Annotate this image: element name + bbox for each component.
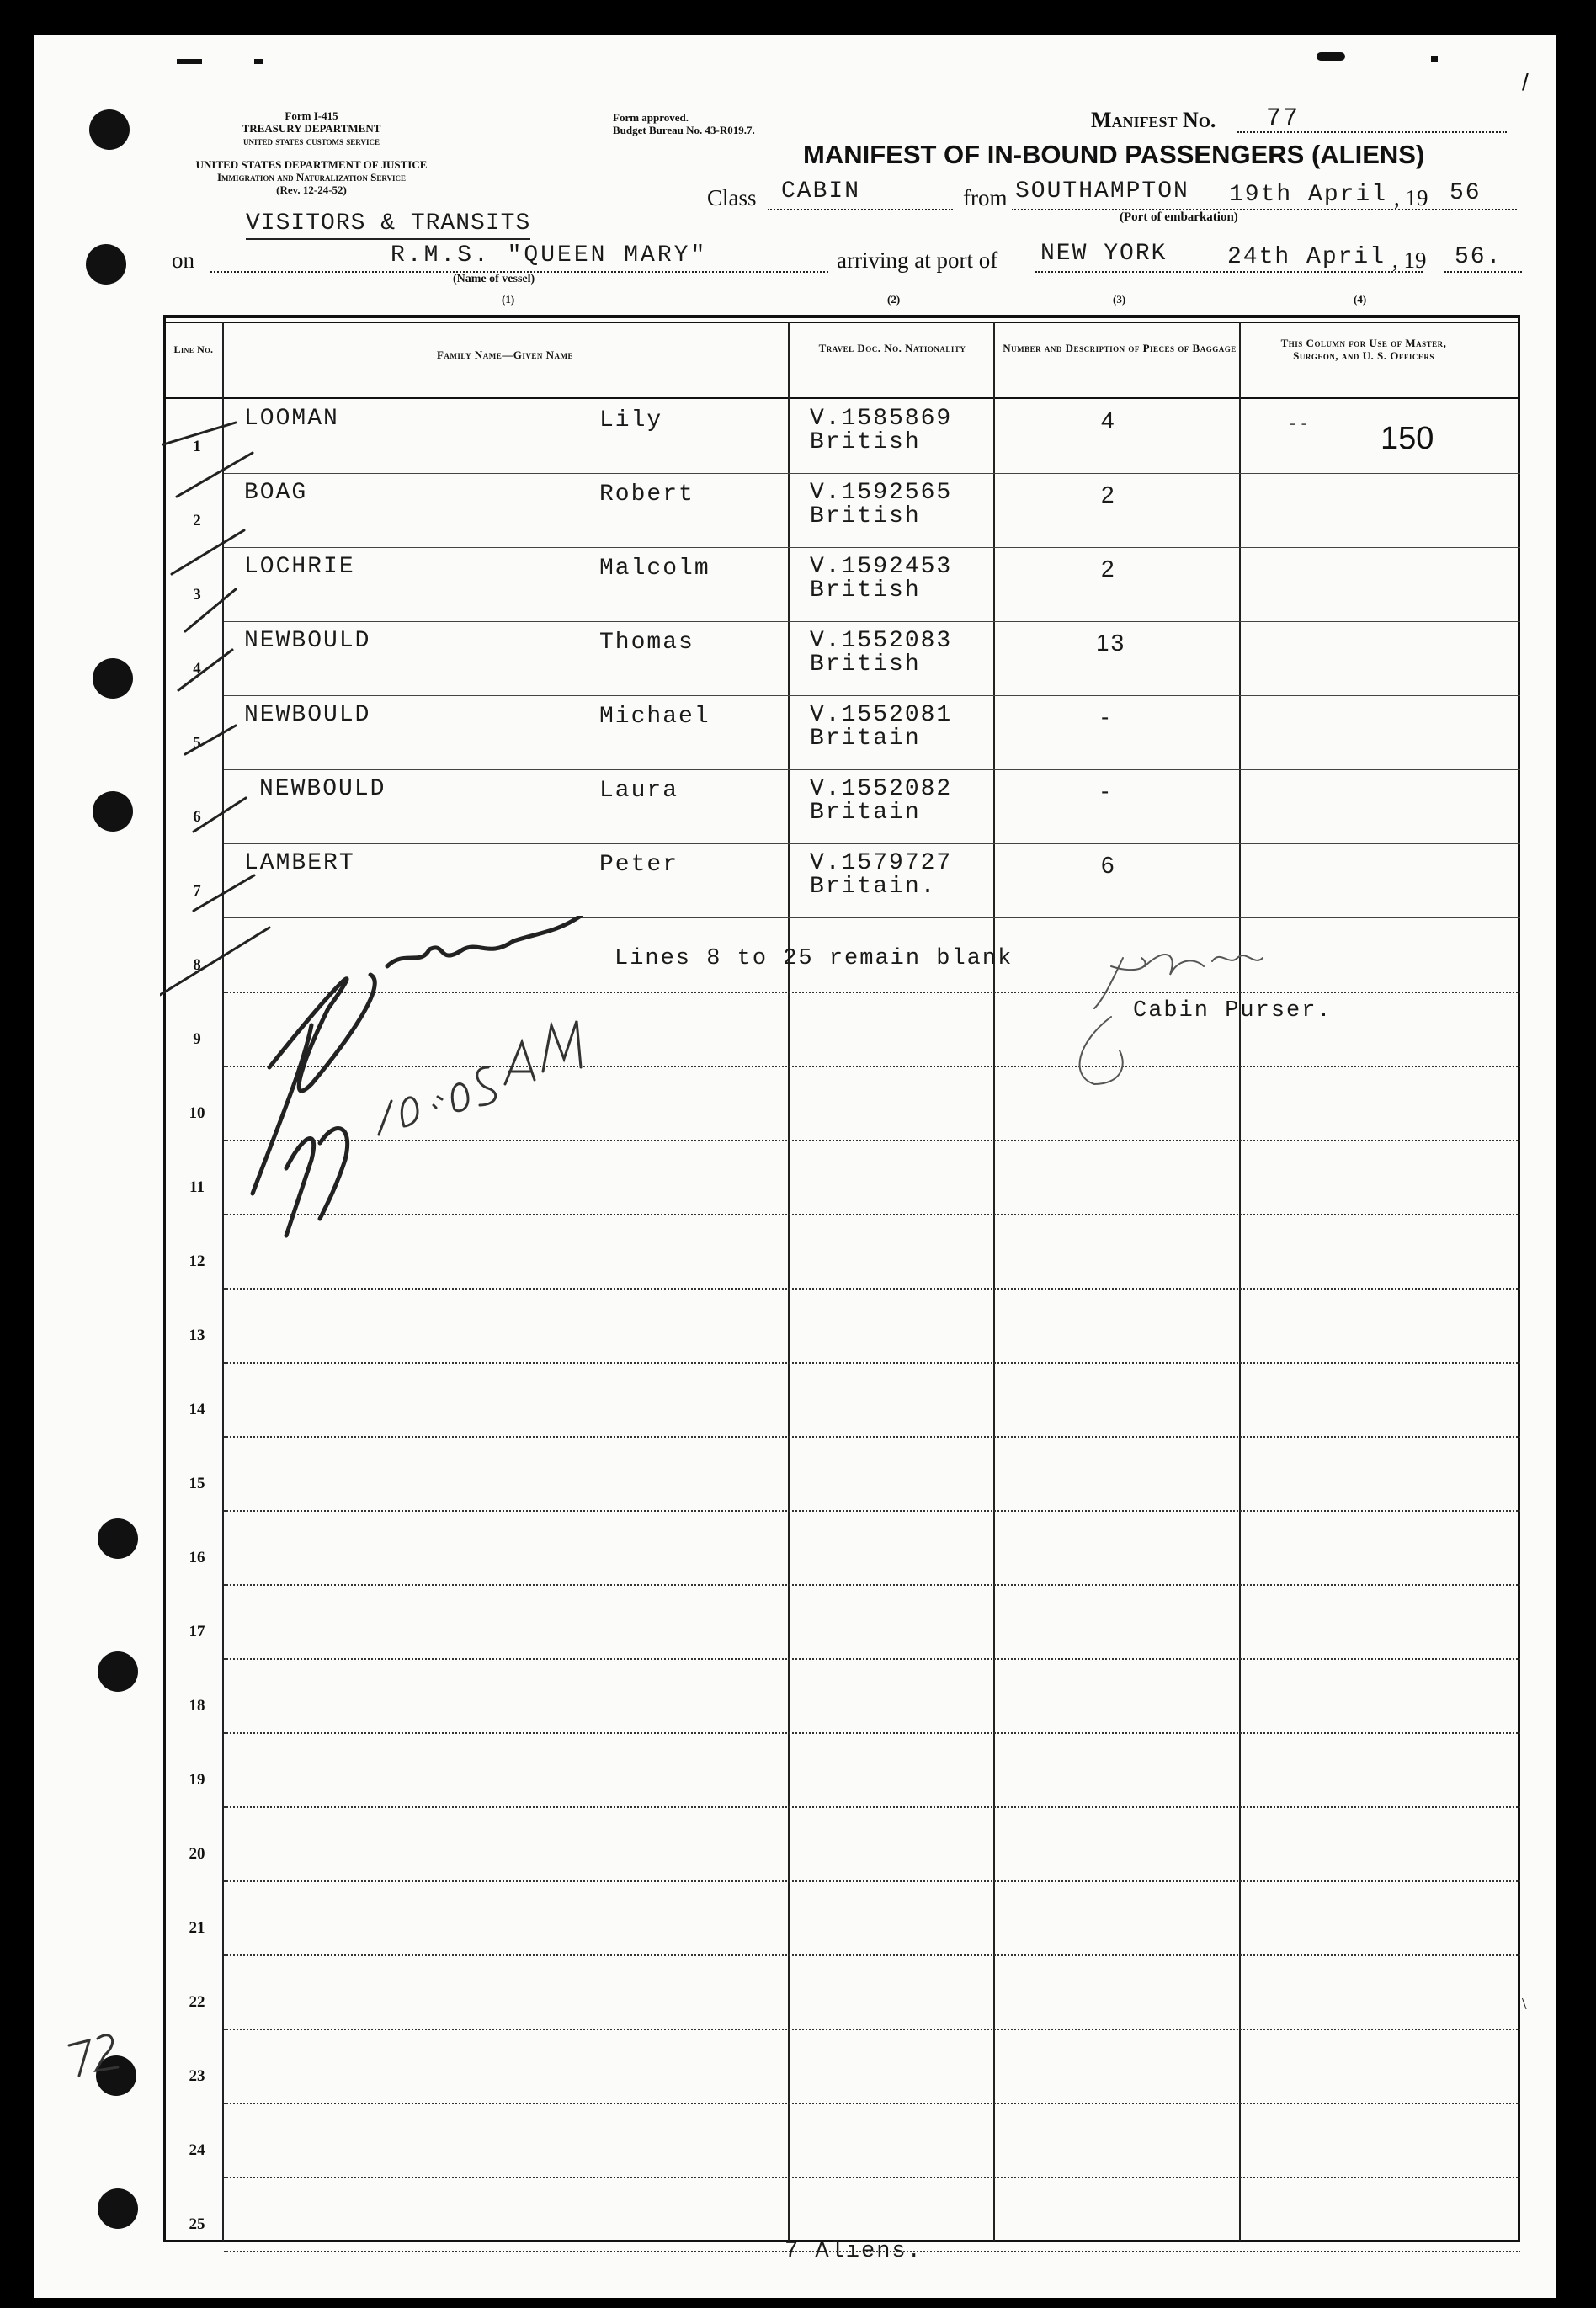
line-number: 10 <box>189 1104 205 1122</box>
binder-hole <box>98 1518 138 1559</box>
travel-doc-number: V.1592453 <box>810 554 953 580</box>
line-number: 9 <box>193 1030 201 1048</box>
line-number: 17 <box>189 1623 205 1641</box>
travel-doc-number: V.1552081 <box>810 702 953 728</box>
line-number: 3 <box>193 586 201 604</box>
line-number: 8 <box>193 956 201 974</box>
baggage-count: - <box>1101 704 1111 730</box>
family-name: NEWBOULD <box>244 628 371 654</box>
baggage-count: 2 <box>1101 481 1116 508</box>
officer-note: 150 <box>1381 421 1434 456</box>
manifest-page <box>34 35 1556 2298</box>
baggage-count: 2 <box>1101 556 1116 582</box>
row-separator <box>224 2103 1520 2104</box>
row-separator <box>224 695 1520 696</box>
baggage-count: 4 <box>1101 407 1116 433</box>
class-line <box>768 209 953 210</box>
manifest-number: 77 <box>1266 104 1301 133</box>
travel-doc-number: V.1585869 <box>810 406 953 432</box>
baggage-count: 13 <box>1096 630 1126 656</box>
binder-hole <box>86 244 126 285</box>
margin-note <box>64 2020 131 2087</box>
given-name: Thomas <box>599 630 694 656</box>
row-separator <box>224 621 1520 622</box>
row-separator <box>224 1806 1520 1808</box>
row-separator <box>224 1732 1520 1734</box>
row-separator <box>224 1658 1520 1660</box>
line-number: 11 <box>189 1178 205 1196</box>
line-number: 5 <box>193 734 201 752</box>
depart-year: 56 <box>1450 180 1482 206</box>
vessel-name: R.M.S. "QUEEN MARY" <box>391 242 708 269</box>
rev-date: (Rev. 12-24-52) <box>276 183 347 196</box>
col-divider-doc <box>788 322 790 2241</box>
row-separator <box>224 1954 1520 1956</box>
row-separator <box>224 843 1520 844</box>
line-number: 22 <box>189 1993 205 2011</box>
line-number: 25 <box>189 2215 205 2233</box>
family-name: LOCHRIE <box>244 554 355 580</box>
nationality: Britain. <box>810 874 937 900</box>
family-name: LAMBERT <box>244 850 355 876</box>
arrival-line <box>1035 271 1423 273</box>
corner-mark: / <box>1522 69 1529 95</box>
top-mark <box>177 59 202 64</box>
row-separator <box>224 1880 1520 1882</box>
top-mark <box>1431 56 1438 62</box>
col-num-3: (3) <box>1113 293 1126 306</box>
line-number: 4 <box>193 660 201 678</box>
binder-hole <box>93 791 133 832</box>
doj: UNITED STATES DEPARTMENT OF JUSTICE <box>195 158 428 171</box>
on-label: on <box>172 247 194 273</box>
row-separator <box>224 1584 1520 1586</box>
form-number: Form I-415 <box>285 109 338 122</box>
family-name: BOAG <box>244 480 308 506</box>
line-number: 20 <box>189 1845 205 1863</box>
line-number: 19 <box>189 1771 205 1789</box>
nationality: British <box>810 503 921 529</box>
line-number: 12 <box>189 1252 205 1270</box>
binder-hole <box>98 1651 138 1692</box>
aliens-count: 7 Aliens. <box>785 2239 923 2264</box>
col-num-1: (1) <box>502 293 515 306</box>
inspector-signature <box>236 916 758 1252</box>
year-prefix-2: , 19 <box>1392 247 1427 273</box>
year-prefix-1: , 19 <box>1394 185 1428 210</box>
top-mark <box>1317 52 1345 61</box>
given-name: Malcolm <box>599 556 710 582</box>
nationality: British <box>810 577 921 604</box>
travel-doc-number: V.1552083 <box>810 628 953 654</box>
right-margin-mark: \ <box>1522 1995 1527 2013</box>
header-baggage: Number and Description of Pieces of Baggage <box>1003 342 1237 354</box>
row-separator <box>224 1288 1520 1290</box>
line-number: 1 <box>193 438 201 455</box>
travel-doc-number: V.1579727 <box>810 850 953 876</box>
row-separator <box>224 1362 1520 1364</box>
header-top-double <box>163 322 1520 323</box>
treasury-dept: TREASURY DEPARTMENT <box>242 122 381 135</box>
family-name: NEWBOULD <box>244 702 371 728</box>
given-name: Lily <box>599 407 663 433</box>
line-number: 14 <box>189 1401 205 1418</box>
baggage-count: 6 <box>1101 852 1116 878</box>
binder-hole <box>98 2188 138 2229</box>
line-number: 21 <box>189 1919 205 1937</box>
col-divider-baggage <box>993 322 995 2241</box>
given-name: Laura <box>599 778 679 804</box>
header-name: Family Name—Given Name <box>436 348 573 361</box>
row-separator <box>224 473 1520 474</box>
table-frame <box>163 315 1520 2242</box>
top-mark <box>254 59 263 64</box>
embarkation-caption: (Port of embarkation) <box>1120 210 1238 224</box>
line-number: 24 <box>189 2141 205 2159</box>
arrival-port: NEW YORK <box>1040 241 1168 267</box>
blank-lines-note: Lines 8 to 25 remain blank <box>614 946 1013 971</box>
officer-note-dash: - - <box>1290 412 1307 433</box>
line-number: 13 <box>189 1327 205 1344</box>
class-value: CABIN <box>781 178 861 205</box>
col-divider-officers <box>1239 322 1241 2241</box>
manifest-label: Manifest No. <box>1091 108 1216 132</box>
travel-doc-number: V.1552082 <box>810 776 953 802</box>
col-num-4: (4) <box>1354 293 1367 306</box>
line-number: 6 <box>193 808 201 826</box>
given-name: Robert <box>599 481 694 508</box>
row-separator <box>224 2177 1520 2178</box>
line-number: 23 <box>189 2067 205 2085</box>
vessel-caption: (Name of vessel) <box>453 273 535 285</box>
header-officers: This Column for Use of Master, Surgeon, and U. S. Officers <box>1280 337 1447 362</box>
year-line-2 <box>1444 271 1522 273</box>
nationality: British <box>810 651 921 678</box>
binder-hole <box>93 658 133 699</box>
travel-doc-number: V.1592565 <box>810 480 953 506</box>
line-number: 7 <box>193 882 201 900</box>
page-title: MANIFEST OF IN-BOUND PASSENGERS (ALIENS) <box>803 140 1425 169</box>
budget-bureau: Budget Bureau No. 43-R019.7. <box>613 124 755 136</box>
line-number: 16 <box>189 1549 205 1566</box>
family-name: NEWBOULD <box>259 776 386 802</box>
class-label: Class <box>707 185 757 210</box>
purser-title: Cabin Purser. <box>1133 998 1333 1024</box>
header-bottom <box>163 397 1520 399</box>
from-port: SOUTHAMPTON <box>1015 178 1189 205</box>
header-line-no: Line No. <box>173 343 214 355</box>
baggage-count: - <box>1101 778 1111 804</box>
customs-service: united states customs service <box>243 135 380 147</box>
nationality: British <box>810 429 921 455</box>
family-name: LOOMAN <box>244 406 339 432</box>
given-name: Peter <box>599 852 679 878</box>
arriving-label: arriving at port of <box>837 247 998 273</box>
line-number: 2 <box>193 512 201 529</box>
ins: Immigration and Naturalization Service <box>216 171 407 183</box>
binder-hole <box>89 109 130 150</box>
line-number: 18 <box>189 1697 205 1715</box>
nationality: Britain <box>810 800 921 826</box>
arrival-date: 24th April <box>1227 244 1386 270</box>
line-number: 15 <box>189 1475 205 1492</box>
col-num-2: (2) <box>887 293 901 306</box>
given-name: Michael <box>599 704 710 730</box>
header-travel-doc: Travel Doc. No. Nationality <box>818 342 966 354</box>
form-approved: Form approved. <box>613 111 689 124</box>
year-line-1 <box>1448 209 1517 210</box>
depart-date: 19th April <box>1229 182 1388 208</box>
arrival-year: 56. <box>1455 244 1503 270</box>
row-separator <box>224 1436 1520 1438</box>
row-separator <box>224 769 1520 770</box>
row-separator <box>224 547 1520 548</box>
row-separator <box>224 1510 1520 1512</box>
row-separator <box>224 2029 1520 2030</box>
nationality: Britain <box>810 726 921 752</box>
from-label: from <box>963 185 1008 210</box>
visitors-transits: VISITORS & TRANSITS <box>246 210 530 240</box>
